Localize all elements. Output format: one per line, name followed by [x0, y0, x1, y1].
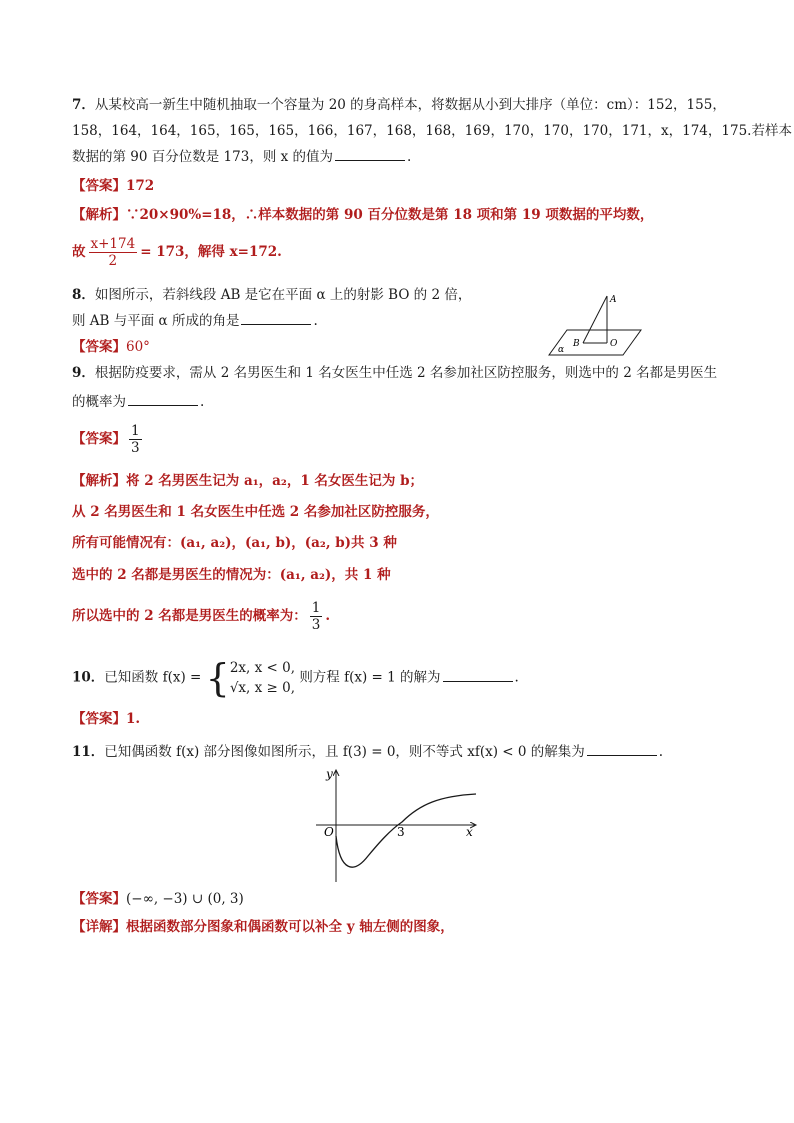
- q8-number: 8．: [72, 287, 95, 303]
- q8-line1: [72, 286, 471, 304]
- q7-text3: 数据的第 90 百分位数是 173，则 x 的值为: [72, 149, 334, 165]
- answer-label: 【答案】: [72, 431, 126, 447]
- segment-AB: [583, 296, 607, 343]
- axis-label-x: x: [466, 825, 473, 839]
- q9-line1: [72, 364, 717, 382]
- q7-line2: [72, 122, 792, 140]
- q11-line: 11．已知偶函数 f(x) 部分图像如图所示，且 f(3) = 0，则不等式 xf(x) < 0 的解集为 .: [72, 744, 664, 760]
- q10-line: 10．已知函数 f(x) = { 2x, x < 0, √x, x ≥ 0, 则方程 f(x) = 1 的解为 .: [72, 656, 519, 700]
- q7-answer-value: 172: [126, 178, 155, 194]
- q9-analysis1: 【解析】将 2 名男医生记为 a₁，a₂，1 名女医生记为 b；: [72, 473, 424, 489]
- origin-label: O: [324, 825, 334, 839]
- detail-label: 【详解】: [72, 919, 126, 935]
- q7-text1: 从某校高一新生中随机抽取一个容量为 20 的身高样本，将数据从小到大排序（单位：cm）：152，155，: [94, 97, 726, 113]
- q11-graph: [310, 764, 485, 886]
- q7-answer-blank: [335, 148, 405, 161]
- q7-line3: 数据的第 90 百分位数是 173，则 x 的值为 .: [72, 149, 412, 165]
- q9-answer-blank: [128, 393, 198, 406]
- q7-line1: [72, 96, 726, 114]
- answer-label: 【答案】: [72, 178, 126, 194]
- q7-text2: 158，164，164，165，165，165，166，167，168，168，169，170，170，170，171，x，174，175.若样本: [72, 123, 792, 139]
- q7-analysis: [72, 206, 653, 224]
- q11-answer: [72, 890, 244, 908]
- q7-solution: 故 $\frac{x+174}{2}$ = 173，解得 x=172.: [72, 236, 282, 269]
- q8-figure: [545, 290, 645, 360]
- q10-answer: [72, 710, 140, 728]
- q7-fraction: $\frac{x+174}{2}$: [90, 236, 136, 269]
- q9-analysis5: 所以选中的 2 名都是男医生的概率为： $\frac{1}{3}$ .: [72, 600, 331, 633]
- q9-analysis4: 选中的 2 名都是男医生的情况为：(a₁, a₂)，共 1 种: [72, 567, 391, 583]
- q11-number: 11．: [72, 744, 105, 760]
- q8-answer-value: 60°: [126, 339, 150, 355]
- q9-analysis2: 从 2 名男医生和 1 名女医生中任选 2 名参加社区防控服务，: [72, 504, 439, 520]
- q10-number: 10．: [72, 669, 105, 686]
- tick-label-3: 3: [397, 825, 405, 839]
- answer-label: 【答案】: [72, 891, 126, 907]
- q9-probability-fraction: $\frac{1}{3}$: [311, 600, 321, 633]
- function-curve: [336, 794, 476, 867]
- piecewise-brace: {: [205, 656, 230, 700]
- analysis-label: 【解析】: [72, 473, 126, 489]
- q7-number: 7．: [72, 97, 95, 113]
- label-O: O: [610, 339, 618, 349]
- label-A: A: [610, 295, 617, 305]
- piecewise-cases: 2x, x < 0, √x, x ≥ 0,: [229, 660, 296, 696]
- axis-label-y: y: [326, 767, 333, 781]
- q11-answer-value: (−∞, −3) ∪ (0, 3): [126, 891, 244, 907]
- q10-answer-blank: [443, 669, 513, 682]
- analysis-label: 【解析】: [72, 207, 126, 223]
- answer-label: 【答案】: [72, 339, 126, 355]
- q8-answer: [72, 338, 150, 356]
- q7-analysis-text: ∵20×90%=18，∴样本数据的第 90 百分位数是第 18 项和第 19 项数据的平均数，: [126, 207, 654, 223]
- q9-number: 9．: [72, 365, 95, 381]
- q9-line2: 的概率为 .: [72, 394, 205, 410]
- q8-text1: 如图所示，若斜线段 AB 是它在平面 α 上的射影 BO 的 2 倍，: [94, 287, 472, 303]
- q11-detail: 【详解】根据函数部分图象和偶函数可以补全 y 轴左侧的图象，: [72, 919, 454, 935]
- q10-answer-value: 1.: [126, 711, 141, 727]
- q11-answer-blank: [587, 743, 657, 756]
- q8-line2: 则 AB 与平面 α 所成的角是 .: [72, 313, 318, 329]
- q9-answer: [72, 423, 145, 456]
- label-B: B: [573, 339, 580, 349]
- q9-text2: 的概率为: [72, 394, 126, 410]
- q9-analysis3: 所有可能情况有：(a₁, a₂)，(a₁, b)，(a₂, b)共 3 种: [72, 535, 397, 551]
- label-alpha: α: [558, 345, 565, 355]
- q9-answer-fraction: $\frac{1}{3}$: [131, 423, 140, 456]
- answer-label: 【答案】: [72, 711, 126, 727]
- q9-text1: 根据防疫要求，需从 2 名男医生和 1 名女医生中任选 2 名参加社区防控服务，则选中的 2 名都是男医生: [94, 365, 718, 381]
- q8-answer-blank: [241, 312, 311, 325]
- q8-text2: 则 AB 与平面 α 所成的角是: [72, 313, 240, 329]
- q7-answer: [72, 177, 154, 195]
